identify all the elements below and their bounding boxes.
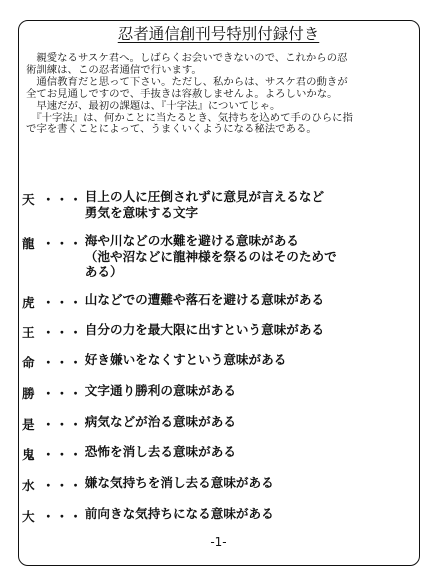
item-kanji: 勝 (22, 386, 35, 401)
intro-paragraph: 『十字法』は、何かことに当たるとき、気持ちを込めて手のひらに指で字を書くことによって、うまくいくようになる秘法である。 (26, 111, 353, 136)
title-text: 忍者通信創刊号特別付録付き (117, 25, 320, 43)
description-line: 山などでの遭難や落石を避ける意味がある (84, 292, 325, 307)
item-kanji: 天 (22, 192, 35, 207)
item-kanji: 是 (22, 417, 35, 432)
item-kanji: 命 (22, 355, 35, 370)
item-separator: ・・・ (42, 192, 83, 207)
intro-paragraph: 早速だが、最初の課題は、『十字法』についてじゃ。 (26, 99, 281, 112)
page-title (0, 22, 437, 44)
intro-paragraph: 親愛なるサスケ君へ。しばらくお会いできないので、これからの忍術訓練は、この忍者通信で行います。 (26, 52, 348, 76)
item-kanji: 鬼 (22, 447, 35, 462)
description-line: 勇気を意味する文字 (84, 204, 199, 220)
item-separator: ・・・ (42, 509, 83, 524)
list-item (22, 322, 402, 341)
item-description (85, 322, 402, 341)
item-description (85, 414, 402, 433)
item-description (85, 506, 402, 525)
item-kanji: 王 (22, 325, 35, 340)
item-kanji: 虎 (22, 295, 35, 310)
item-separator: ・・・ (42, 325, 83, 340)
intro-text (26, 53, 356, 136)
description-line: 好き嫌いをなくすという意味がある (84, 352, 287, 367)
description-line: ある） (84, 264, 123, 279)
description-line: 目上の人に圧倒されずに意見が言えるなど (84, 189, 325, 204)
item-kanji: 水 (22, 478, 35, 493)
list-item (22, 475, 402, 494)
item-description (85, 189, 402, 220)
intro-paragraph: 通信教育だと思って下さい。ただし、私からは、サスケ君の動きが全てお見通しですので、手抜きは容赦しませんよ。よろしいかな。 (26, 75, 348, 100)
list-item (22, 444, 402, 463)
list-item (22, 189, 402, 220)
list-item (22, 506, 402, 525)
description-line: 自分の力を最大限に出すという意味がある (84, 322, 325, 337)
list-item (22, 292, 402, 311)
list-item (22, 233, 402, 280)
item-description (85, 444, 402, 463)
item-separator: ・・・ (42, 417, 83, 432)
list-item (22, 383, 402, 402)
item-separator: ・・・ (42, 295, 83, 310)
page-number: -1- (210, 535, 227, 549)
description-line: 病気などが治る意味がある (84, 414, 236, 429)
item-separator: ・・・ (42, 478, 83, 493)
description-line: 嫌な気持ちを消し去る意味がある (84, 475, 274, 490)
item-description (85, 292, 402, 311)
item-separator: ・・・ (42, 355, 83, 370)
list-item (22, 352, 402, 371)
item-kanji: 龍 (22, 236, 35, 251)
list-item (22, 414, 402, 433)
item-kanji: 大 (22, 509, 35, 524)
item-description (85, 475, 402, 494)
description-line: 前向きな気持ちになる意味がある (84, 506, 274, 521)
description-line: 恐怖を消し去る意味がある (84, 444, 236, 459)
description-line: 海や川などの水難を避ける意味がある (84, 233, 299, 248)
item-separator: ・・・ (42, 447, 83, 462)
item-description (85, 352, 402, 371)
item-separator: ・・・ (42, 236, 83, 251)
item-description (85, 383, 402, 402)
description-line: 文字通り勝利の意味がある (84, 383, 236, 398)
item-separator: ・・・ (42, 386, 83, 401)
description-line: （池や沼などに龍神様を祭るのはそのためで (84, 248, 337, 264)
item-description (85, 233, 402, 280)
